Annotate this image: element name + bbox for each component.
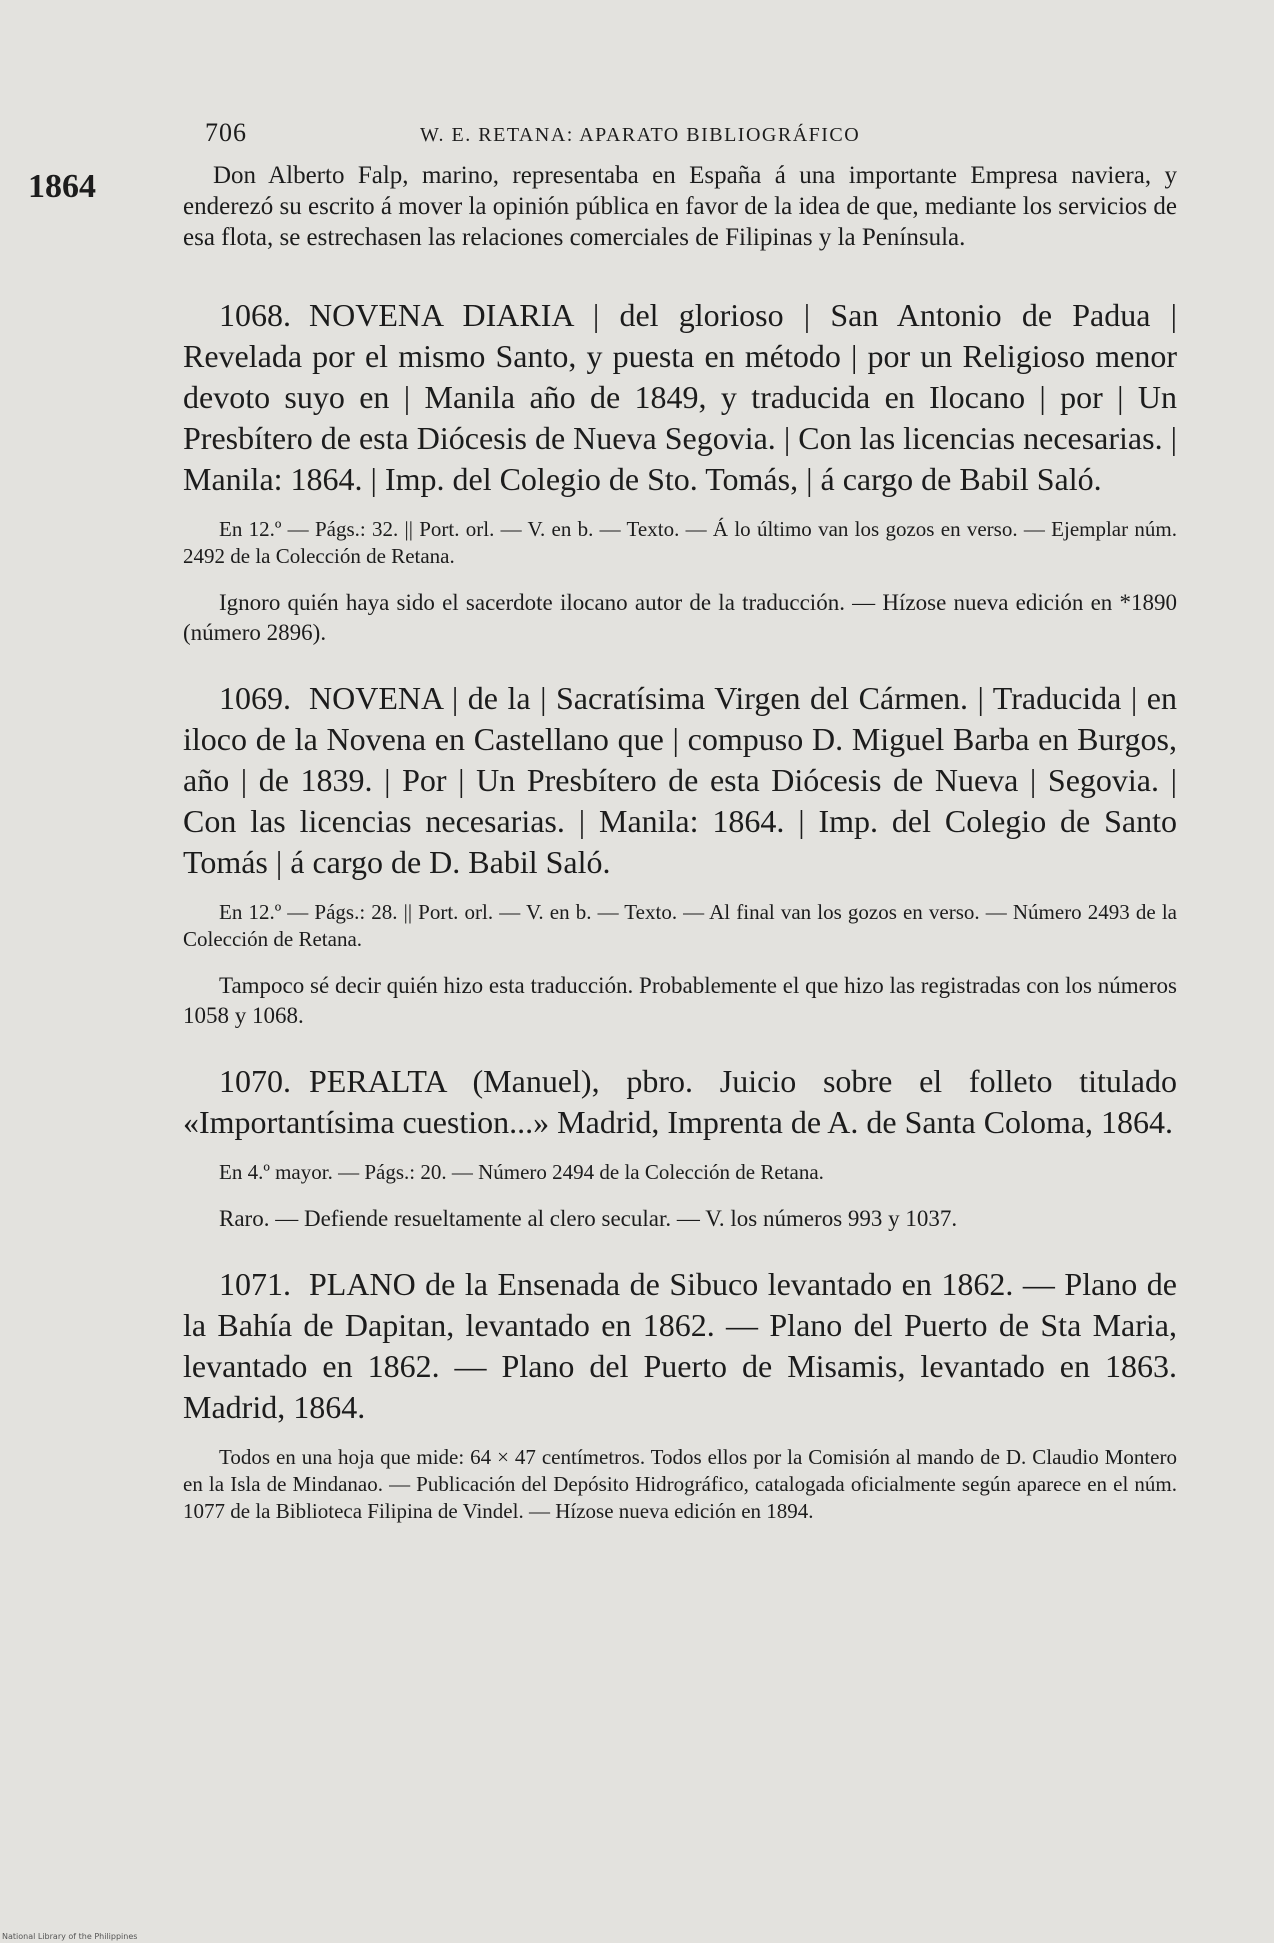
entry-note: Tampoco sé decir quién hizo esta traducción. Probablemente el que hizo las registradas con los números 1058 y 1068. xyxy=(183,973,1177,1028)
entry-note: Raro. — Defiende resueltamente al clero secular. — V. los números 993 y 1037. xyxy=(219,1206,958,1231)
entry-number: 1069. xyxy=(219,680,291,716)
entry-number: 1070. xyxy=(219,1063,291,1099)
entry-title: PERALTA (Manuel), pbro. Juicio sobre el folleto titulado «Importantísima cuestion...» Madrid, Imprenta de A. de Santa Coloma, 1864. xyxy=(183,1063,1177,1140)
entry-title: NOVENA DIARIA | del glorioso | San Antonio de Padua | Revelada por el mismo Santo, y puesta en método | por un Religioso menor devoto suyo en | Manila año de 1849, y traducida en Ilocano | por | Un Presbítero de esta Diócesis de Nueva Segovia. | Con las licencias necesarias. | Manila: 1864. | Imp. del Colegio de Sto. Tomás, | á cargo de Babil Saló. xyxy=(183,297,1177,497)
entry-number: 1071. xyxy=(219,1266,291,1302)
entry-1069 xyxy=(183,678,1177,1031)
page-body xyxy=(183,160,1177,1555)
entry-title: NOVENA | de la | Sacratísima Virgen del Cármen. | Traducida | en iloco de la Novena en Castellano que | compuso D. Miguel Barba en Burgos, año | de 1839. | Por | Un Presbítero de esta Diócesis de Nueva | Segovia. | Con las licencias necesarias. | Manila: 1864. | Imp. del Colegio de Santo Tomás | á cargo de D. Babil Saló. xyxy=(183,680,1177,880)
entry-title: PLANO de la Ensenada de Sibuco levantado en 1862. — Plano de la Bahía de Dapitan, levantado en 1862. — Plano del Puerto de Sta Maria, levantado en 1862. — Plano del Puerto de Misamis, levantado en 1863. Madrid, 1864. xyxy=(183,1266,1177,1425)
entry-1071 xyxy=(183,1264,1177,1525)
scan-stamp: National Library of the Philippines xyxy=(2,1932,138,1941)
entry-collation: En 12.º — Págs.: 32. || Port. orl. — V. en b. — Texto. — Á lo último van los gozos en verso. — Ejemplar núm. 2492 de la Colección de Retana. xyxy=(183,517,1177,568)
entry-collation: En 12.º — Págs.: 28. || Port. orl. — V. en b. — Texto. — Al final van los gozos en verso. — Número 2493 de la Colección de Retana. xyxy=(183,900,1177,951)
running-head xyxy=(205,118,1195,148)
entry-1068 xyxy=(183,295,1177,648)
entry-collation: Todos en una hoja que mide: 64 × 47 centímetros. Todos ellos por la Comisión al mando de D. Claudio Montero en la Isla de Mindanao. — Publicación del Depósito Hidrográfico, catalogada oficialmente según aparece en el núm. 1077 de la Biblioteca Filipina de Vindel. — Hízose nueva edición en 1894. xyxy=(183,1445,1177,1523)
entry-collation: En 4.º mayor. — Págs.: 20. — Número 2494 de la Colección de Retana. xyxy=(219,1160,824,1184)
entry-heading xyxy=(183,295,1177,500)
entry-heading xyxy=(183,1061,1177,1143)
running-title: W. E. RETANA: APARATO BIBLIOGRÁFICO xyxy=(420,124,861,146)
entry-number: 1068. xyxy=(219,297,291,333)
intro-paragraph: Don Alberto Falp, marino, representaba en España á una importante Empresa naviera, y enderezó su escrito á mover la opinión pública en favor de la idea de que, mediante los servicios de esa flota, se estrechasen las relaciones comerciales de Filipinas y la Península. xyxy=(183,162,1177,251)
entry-note: Ignoro quién haya sido el sacerdote ilocano autor de la traducción. — Hízose nueva edición en *1890 (número 2896). xyxy=(183,590,1177,645)
page-number: 706 xyxy=(205,118,247,147)
margin-year: 1864 xyxy=(28,168,96,205)
entry-heading xyxy=(183,678,1177,883)
entry-heading xyxy=(183,1264,1177,1428)
entry-1070 xyxy=(183,1061,1177,1234)
